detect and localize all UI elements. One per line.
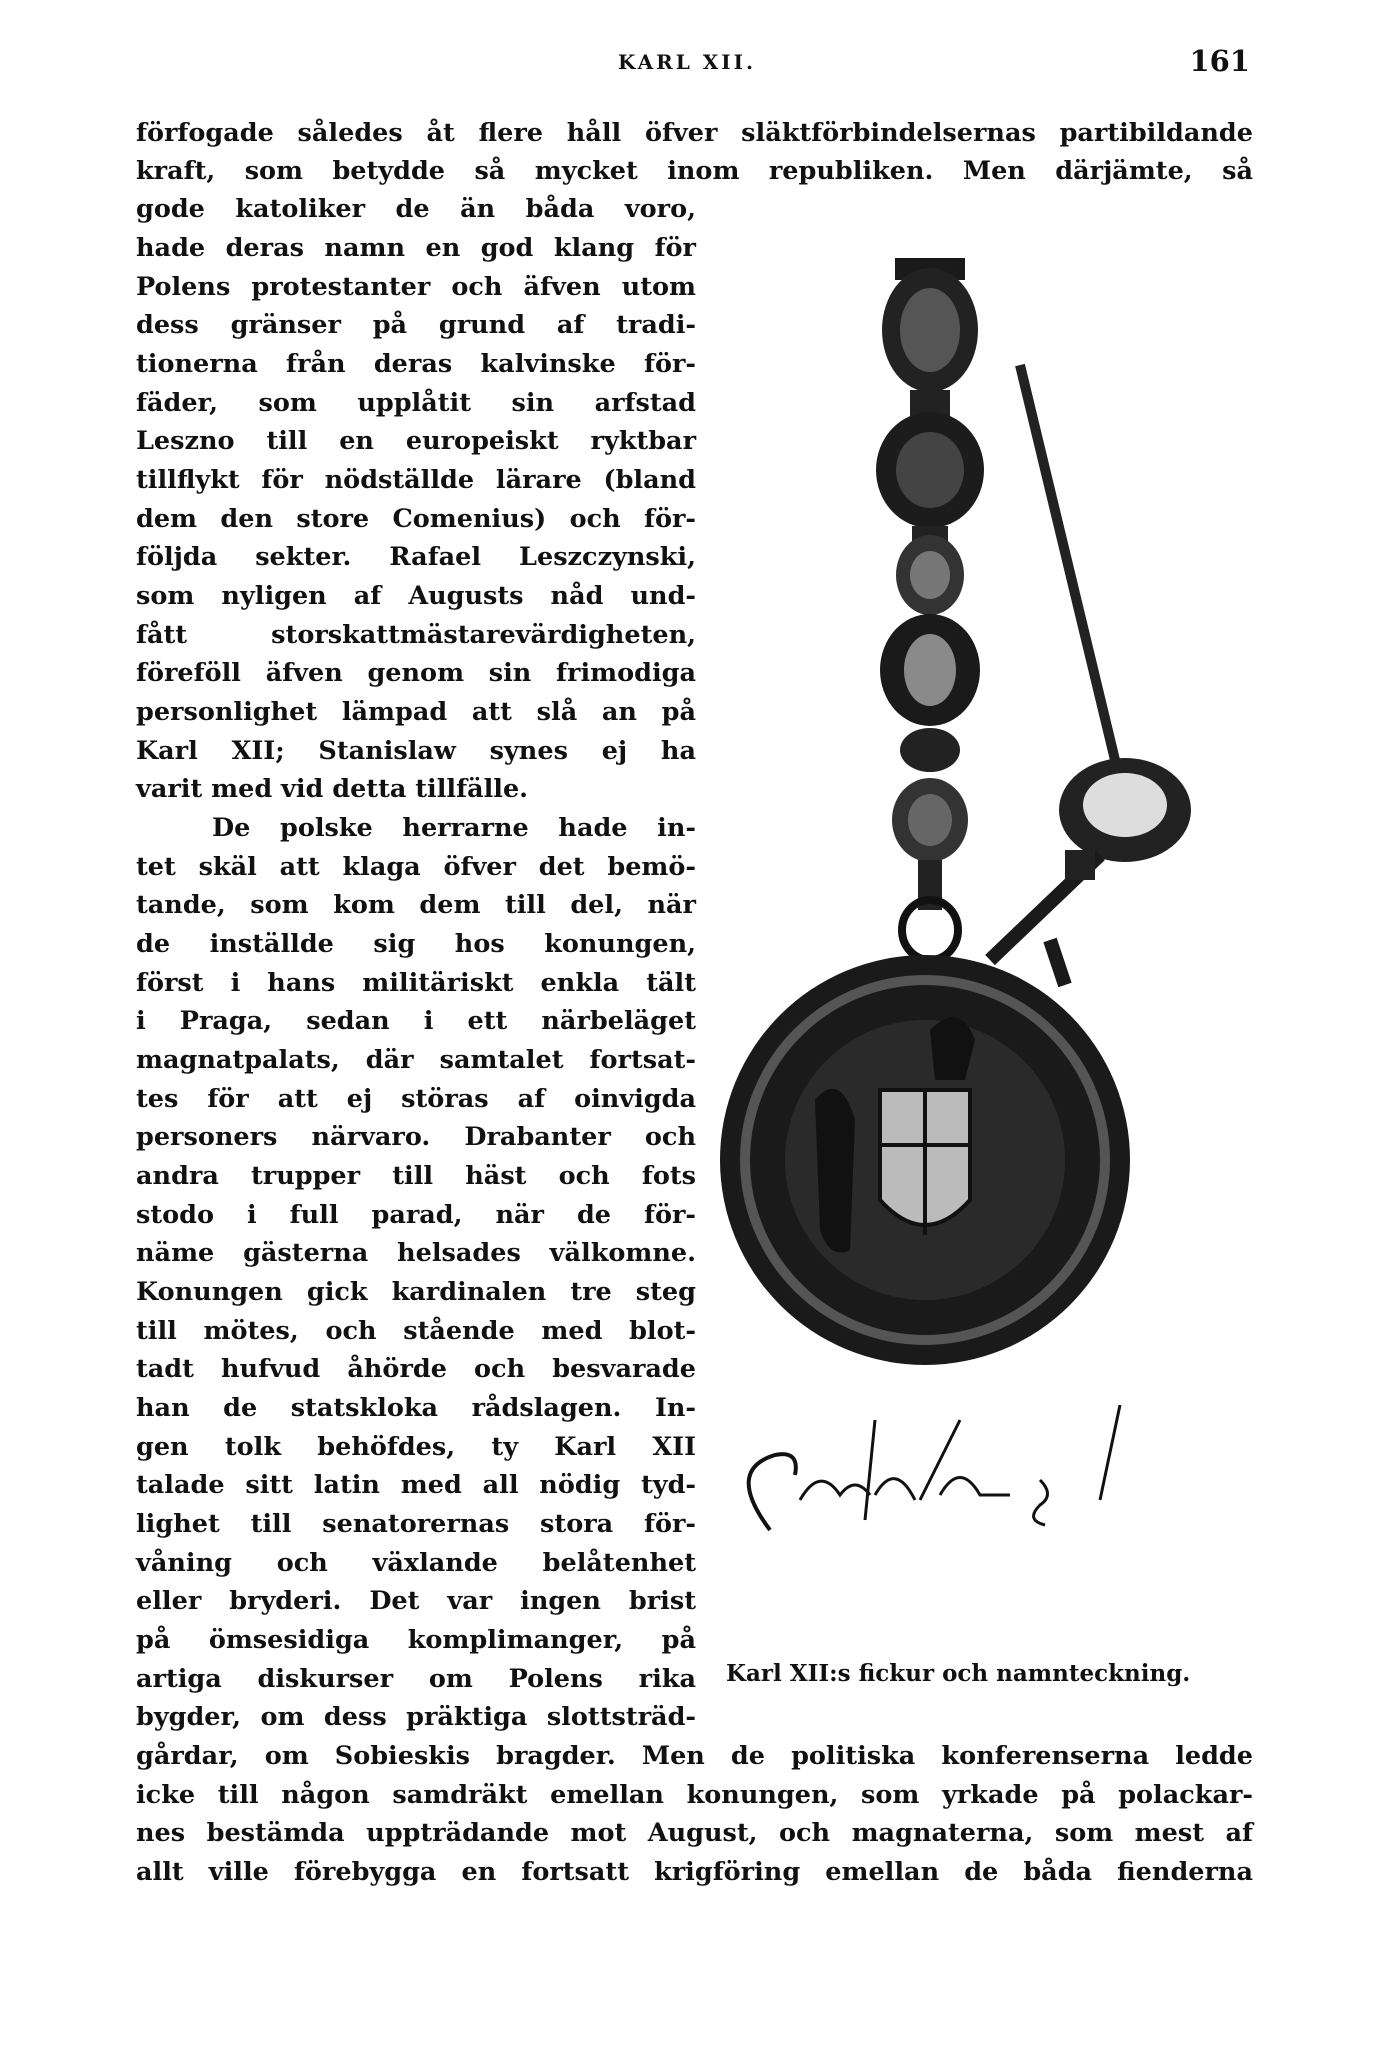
body-line: gårdar, om Sobieskis bragder. Men de politiska konferenserna ledde	[136, 1741, 1253, 1771]
body-line: talade sitt latin med all nödig tyd-	[136, 1470, 696, 1500]
body-line: artiga diskurser om Polens rika	[136, 1664, 696, 1694]
body-line: eller bryderi. Det var ingen brist	[136, 1586, 696, 1616]
body-line: personers närvaro. Drabanter och	[136, 1122, 696, 1152]
body-line: fäder, som upplåtit sin arfstad	[136, 388, 696, 418]
body-line: i Praga, sedan i ett närbeläget	[136, 1006, 696, 1036]
body-line: Karl XII; Stanislaw synes ej ha	[136, 736, 696, 766]
figure-caption: Karl XII:s fickur och namnteckning.	[726, 1660, 1191, 1687]
body-line: dem den store Comenius) och för-	[136, 504, 696, 534]
body-line: tet skäl att klaga öfver det bemö-	[136, 852, 696, 882]
body-line: stodo i full parad, när de för-	[136, 1200, 696, 1230]
body-line: allt ville förebygga en fortsatt krigföring emellan de båda fienderna	[136, 1857, 1253, 1887]
watch-chain	[876, 258, 1191, 985]
body-line: hade deras namn en god klang för	[136, 233, 696, 263]
body-line: tadt hufvud åhörde och besvarade	[136, 1354, 696, 1384]
body-line: våning och växlande belåtenhet	[136, 1548, 696, 1578]
body-line: Leszno till en europeiskt ryktbar	[136, 426, 696, 456]
body-line: icke till någon samdräkt emellan konungen, som yrkade på polackar-	[136, 1780, 1253, 1810]
signature-text: Carolus	[760, 1540, 764, 1541]
body-line: kraft, som betydde så mycket inom republiken. Men därjämte, så	[136, 156, 1253, 186]
signature-illustration	[749, 1405, 1120, 1541]
body-line: tes för att ej störas af oinvigda	[136, 1084, 696, 1114]
body-line: fått storskattmästarevärdigheten,	[136, 620, 696, 650]
body-line: förfogade således åt flere håll öfver släktförbindelsernas partibildande	[136, 118, 1253, 148]
body-line: till mötes, och stående med blot-	[136, 1316, 696, 1346]
body-line: varit med vid detta tillfälle.	[136, 774, 529, 804]
body-line: De polske herrarne hade in-	[212, 813, 696, 843]
body-line: föreföll äfven genom sin frimodiga	[136, 658, 696, 688]
body-line: tillflykt för nödställde lärare (bland	[136, 465, 696, 495]
running-head: KARL XII.	[618, 50, 756, 74]
body-line: nes bestämda uppträdande mot August, och magnaterna, som mest af	[136, 1818, 1253, 1848]
body-line: tionerna från deras kalvinske för-	[136, 349, 696, 379]
body-line: Konungen gick kardinalen tre steg	[136, 1277, 696, 1307]
body-line: på ömsesidiga komplimanger, på	[136, 1625, 696, 1655]
body-line: tande, som kom dem till del, när	[136, 890, 696, 920]
pocket-watch-illustration	[720, 240, 1260, 1625]
body-line: han de statskloka rådslagen. In-	[136, 1393, 696, 1423]
body-line: Polens protestanter och äfven utom	[136, 272, 696, 302]
page-header	[0, 44, 1400, 84]
body-line: andra trupper till häst och fots	[136, 1161, 696, 1191]
body-line: dess gränser på grund af tradi-	[136, 310, 696, 340]
body-line: gode katoliker de än båda voro,	[136, 194, 696, 224]
body-line: följda sekter. Rafael Leszczynski,	[136, 542, 696, 572]
watch-case	[720, 955, 1130, 1365]
body-line: som nyligen af Augusts nåd und-	[136, 581, 696, 611]
body-line: magnatpalats, där samtalet fortsat-	[136, 1045, 696, 1075]
body-line: lighet till senatorernas stora för-	[136, 1509, 696, 1539]
page-number: 161	[1189, 44, 1250, 78]
body-line: gen tolk behöfdes, ty Karl XII	[136, 1432, 696, 1462]
body-line: de inställde sig hos konungen,	[136, 929, 696, 959]
body-line: först i hans militäriskt enkla tält	[136, 968, 696, 998]
body-line: personlighet lämpad att slå an på	[136, 697, 696, 727]
body-line: bygder, om dess präktiga slottsträd-	[136, 1702, 696, 1732]
body-line: näme gästerna helsades välkomne.	[136, 1238, 696, 1268]
